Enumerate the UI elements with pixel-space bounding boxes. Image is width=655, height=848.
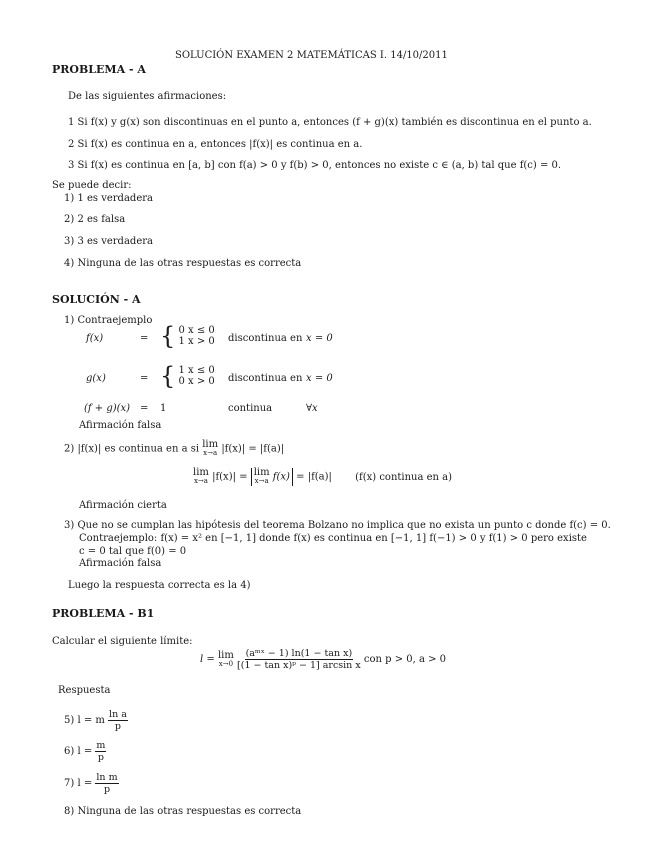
g-eq: = — [140, 373, 149, 384]
option-7: 7) l = $\frac{\text{ln m}}{p}$ — [64, 772, 118, 795]
solution-conclusion: Luego la respuesta correcta es la 4) — [68, 580, 251, 591]
solucion-a-heading: SOLUCIÓN - A — [52, 293, 141, 306]
f-x0: x = 0 — [306, 333, 333, 344]
problem-b1-limit: l = lim x→0 $\frac{\text{(aᵐˣ − 1) ln(1 − tan x)}}{\text{[(1 − tan x)ᵖ − 1] arcsin x}}$ con p > 0, a > 0 — [200, 648, 447, 671]
option-5: 5) l = m $\frac{\text{ln a}}{p}$ — [64, 709, 127, 732]
fg-eq: = — [140, 403, 149, 414]
f-label: f(x) — [86, 333, 104, 344]
problem-b1-prompt: Calcular el siguiente límite: — [52, 636, 193, 647]
left-brace-icon: { — [160, 322, 176, 350]
item3-line2: Contraejemplo: f(x) = x² en [−1, 1] donde f(x) es continua en [−1, 1] f(−1) > 0 y f(1) > 0 pero existe — [79, 533, 587, 544]
g-disc: discontinua en — [228, 373, 303, 384]
fg-forall: ∀x — [306, 403, 318, 414]
fg-label: (f + g)(x) — [84, 403, 131, 414]
f-eq: = — [140, 333, 149, 344]
f-piecewise: { 0 x ≤ 0 1 x > 0 — [160, 322, 215, 350]
option-1: 1) 1 es verdadera — [64, 193, 153, 204]
respuesta-label: Respuesta — [58, 685, 111, 696]
option-3: 3) 3 es verdadera — [64, 236, 153, 247]
item3-line1: 3) Que no se cumplan las hipótesis del teorema Bolzano no implica que no exista un punto c donde f(c) = 0. — [64, 520, 611, 531]
left-brace-icon: { — [160, 362, 176, 390]
option-2: 2) 2 es falsa — [64, 214, 126, 225]
option-4: 4) Ninguna de las otras respuestas es correcta — [64, 258, 302, 269]
statement-2: 2 Si f(x) es continua en a, entonces |f(x)| es continua en a. — [68, 139, 363, 150]
statement-1: 1 Si f(x) y g(x) son discontinuas en el punto a, entonces (f + g)(x) también es discontinua en el punto a. — [68, 117, 592, 128]
statement-3: 3 Si f(x) es continua en [a, b] con f(a) > 0 y f(b) > 0, entonces no existe c ∈ (a, b) tal que f(c) = 0. — [68, 160, 562, 171]
g-label: g(x) — [86, 373, 106, 384]
g-x0: x = 0 — [306, 373, 333, 384]
item1-conclusion: Afirmación falsa — [79, 420, 162, 431]
problem-a-heading: PROBLEMA - A — [52, 63, 146, 76]
problem-a-intro: De las siguientes afirmaciones: — [68, 91, 227, 102]
se-puede-decir: Se puede decir: — [52, 180, 132, 191]
option-6: 6) l = $\frac{m}{p}$ — [64, 740, 106, 763]
item2-conclusion: Afirmación cierta — [79, 500, 167, 511]
page-header: SOLUCIÓN EXAMEN 2 MATEMÁTICAS I. 14/10/2011 — [175, 50, 448, 61]
option-8: 8) Ninguna de las otras respuestas es correcta — [64, 806, 302, 817]
item1-label: 1) Contraejemplo — [64, 315, 153, 326]
fg-value: 1 — [160, 403, 167, 414]
item3-line4: Afirmación falsa — [79, 558, 162, 569]
fg-cont: continua — [228, 403, 273, 414]
g-piecewise: { 1 x ≤ 0 0 x > 0 — [160, 362, 215, 390]
item2-line: 2) |f(x)| es continua en a si lim x→a |f(x)| = |f(a)| — [64, 439, 285, 457]
problem-b1-heading: PROBLEMA - B1 — [52, 607, 155, 620]
f-disc: discontinua en — [228, 333, 303, 344]
item3-line3: c = 0 tal que f(0) = 0 — [79, 546, 187, 557]
item2-equation: lim x→a |f(x)| = lim x→a f(x) = |f(a)| (f(x) continua en a) — [193, 467, 453, 485]
